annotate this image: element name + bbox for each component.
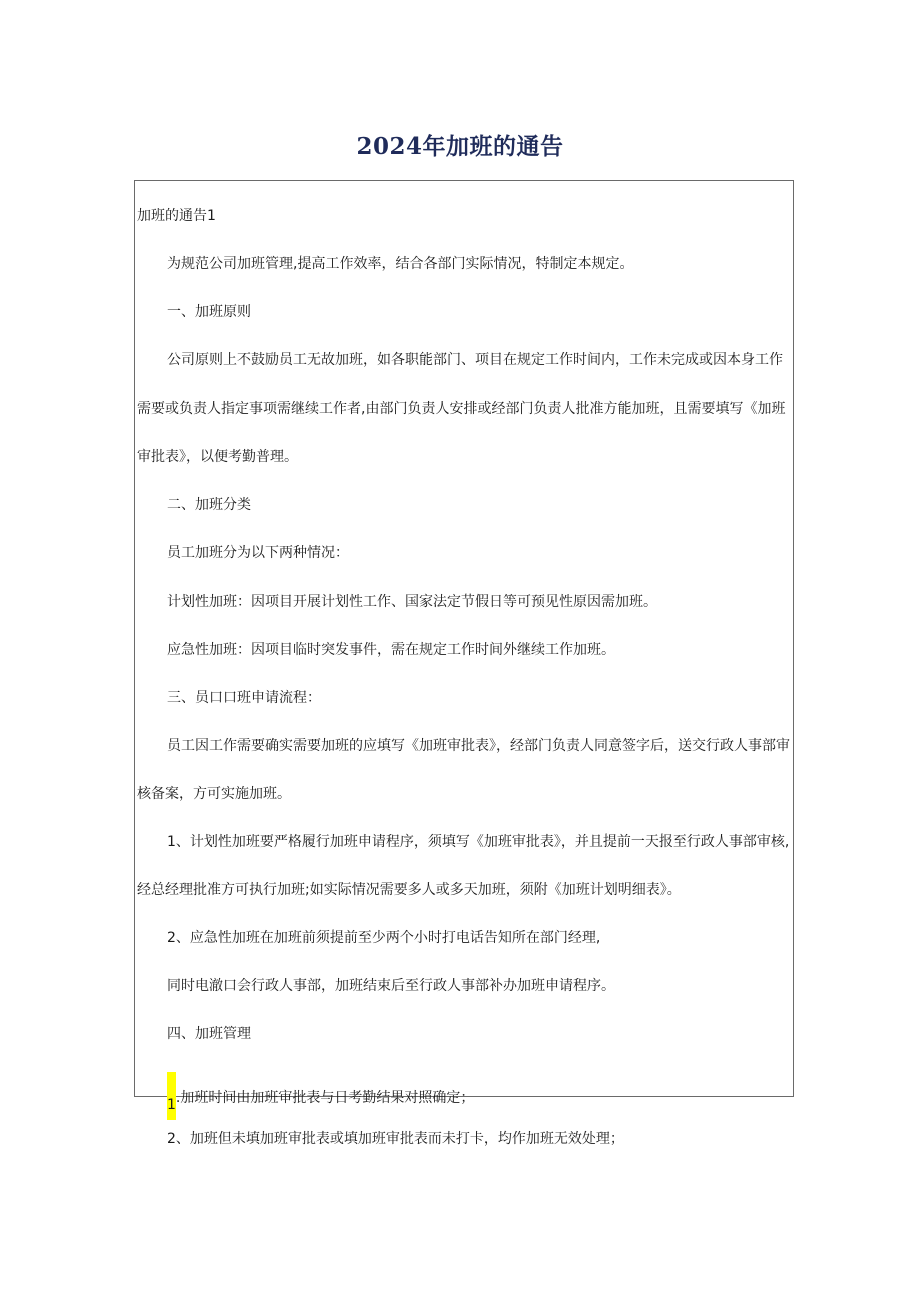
highlighted-list-item <box>167 1072 475 1113</box>
paragraph: 同时电澈口会行政人事部，加班结束后至行政人事部补办加班申请程序。 <box>167 978 615 994</box>
paragraph: 核备案，方可实施加班。 <box>137 786 291 802</box>
section-heading: 加班的通告1 <box>137 208 216 224</box>
subheading: 四、加班管理 <box>167 1026 251 1042</box>
document-title: 2024年加班的通告 <box>356 133 564 160</box>
paragraph: 需要或负责人指定事项需继续工作者,由部门负责人安排或经部门负责人批准方能加班，且需要填写《加班 <box>137 401 786 417</box>
paragraph: 公司原则上不鼓励员工无故加班，如各职能部门、项目在规定工作时间内，工作未完成或因本身工作 <box>167 352 783 368</box>
paragraph: 经总经理批准方可执行加班;如实际情况需要多人或多天加班，须附《加班计划明细表》。 <box>137 882 681 898</box>
paragraph: 员工加班分为以下两种情况： <box>167 545 349 561</box>
paragraph: 2、应急性加班在加班前须提前至少两个小时打电话告知所在部门经理, <box>167 930 601 946</box>
paragraph: 为规范公司加班管理,提高工作效率，结合各部门实际情况，特制定本规定。 <box>167 256 634 272</box>
subheading: 二、加班分类 <box>167 497 251 513</box>
paragraph: 计划性加班：因项目开展计划性工作、国家法定节假日等可预见性原因需加班。 <box>167 594 657 610</box>
highlighted-number: 1 <box>167 1072 176 1120</box>
subheading: 三、员口口班申请流程： <box>167 690 321 706</box>
list-item-text: .加班时间由加班审批表与日考勤结果对照确定； <box>175 1090 475 1106</box>
paragraph: 审批表》，以便考勤普理。 <box>137 449 298 465</box>
paragraph: 2、加班但未填加班审批表或填加班审批表而未打卡，均作加班无效处理； <box>167 1131 624 1147</box>
subheading: 一、加班原则 <box>167 304 251 320</box>
paragraph: 1、计划性加班要严格履行加班申请程序，须填写《加班审批表》，并且提前一天报至行政人事部审核, <box>167 834 790 850</box>
paragraph: 员工因工作需要确实需要加班的应填写《加班审批表》，经部门负责人同意签字后，送交行政人事部审 <box>167 738 790 754</box>
paragraph: 应急性加班：因项目临时突发事件，需在规定工作时间外继续工作加班。 <box>167 642 615 658</box>
